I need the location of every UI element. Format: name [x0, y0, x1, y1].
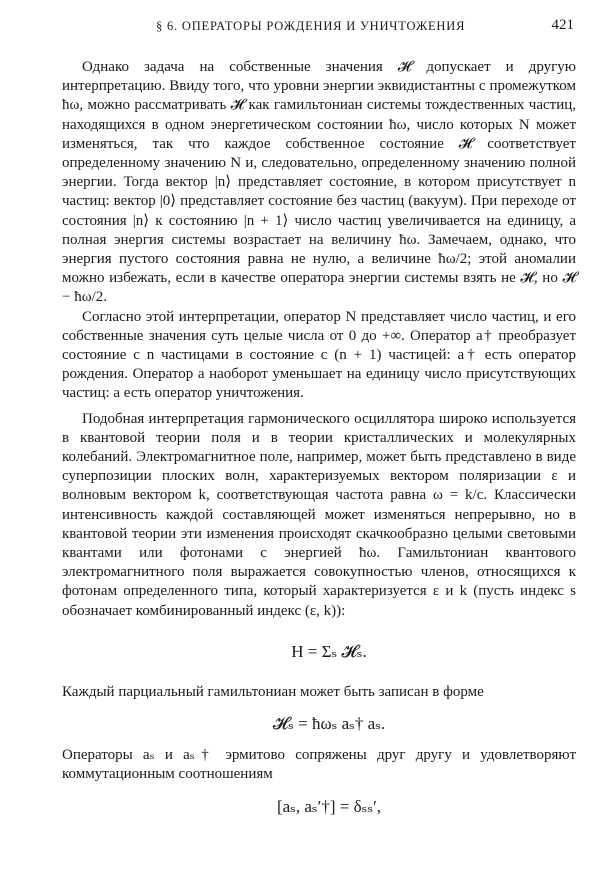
- equation-hamiltonian-sum: H = Σₛ 𝓗ₛ.: [291, 641, 367, 661]
- paragraph-1: Однако задача на собственные значения 𝓗 допускает и другую интерпретацию. Ввиду того, что уровни энергии эквидистантны с промежутком ħω, можно рассматривать 𝓗 как гамильтониан системы тождественных частиц, находящихся в одном энергетическом состоянии ħω, число которых N может изменяться, так что каждое собственное состояние 𝓗 соответствует определенному значению N и, следовательно, определенному значению полной энергии. Тогда вектор |n⟩ представляет состояние, в котором присутствует n частиц: вектор |0⟩ представляет состояние без частиц (вакуум). При переходе от состояния |n⟩ к состоянию |n + 1⟩ число частиц увеличивается на единицу, а полная энергия системы возрастает на величину ħω. Замечаем, однако, что энергия пустого состояния равна не нулю, а величине ħω/2; этой аномалии можно избежать, если в качестве оператора энергии системы взять не 𝓗, но 𝓗 − ħω/2.: [62, 59, 576, 306]
- equation-commutator: [aₛ, aₛ′†] = δₛₛ′,: [276, 796, 382, 816]
- page-number: 421: [551, 17, 574, 33]
- equation-partial-hamiltonian: 𝓗ₛ = ħωₛ aₛ† aₛ.: [272, 714, 386, 734]
- paragraph-2: Согласно этой интерпретации, оператор N представляет число частиц, и его собственные значения суть целые числа от 0 до +∞. Оператор a† преобразует состояние с n частицами в состояние с (n + 1) частицей: a† есть оператор рождения. Оператор a наоборот уменьшает на единицу число присутствующих частиц: a есть оператор уничтожения.: [62, 308, 576, 402]
- header-title: § 6. ОПЕРАТОРЫ РОЖДЕНИЯ И УНИЧТОЖЕНИЯ: [156, 19, 466, 33]
- running-header: [60, 16, 580, 38]
- paragraph-4: Каждый парциальный гамильтониан может быть записан в форме: [62, 683, 484, 700]
- page-body: [62, 58, 576, 829]
- paragraph-3: Подобная интерпретация гармонического осциллятора широко используется в квантовой теории поля и в теории кристаллических и молекулярных колебаний. Электромагнитное поле, например, может быть представлено в виде суперпозиции плоских волн, характеризуемых вектором поляризации ε и волновым вектором k, соответствующая частота равна ω = k/c. Классически интенсивность каждой составляющей может изменяться непрерывно, но в квантовой теории эти изменения происходят скачкообразно целыми световыми квантами или фотонами с энергией ħω. Гамильтониан квантового электромагнитного поля выражается совокупностью членов, относящихся к фотонам определенного типа, который характеризуется ε и k (пусть индекс s обозначает комбинированный индекс (ε, k)):: [62, 410, 576, 619]
- paragraph-5: Операторы aₛ и aₛ† эрмитово сопряжены друг другу и удовлетворяют коммутационным соотношениям: [62, 747, 576, 783]
